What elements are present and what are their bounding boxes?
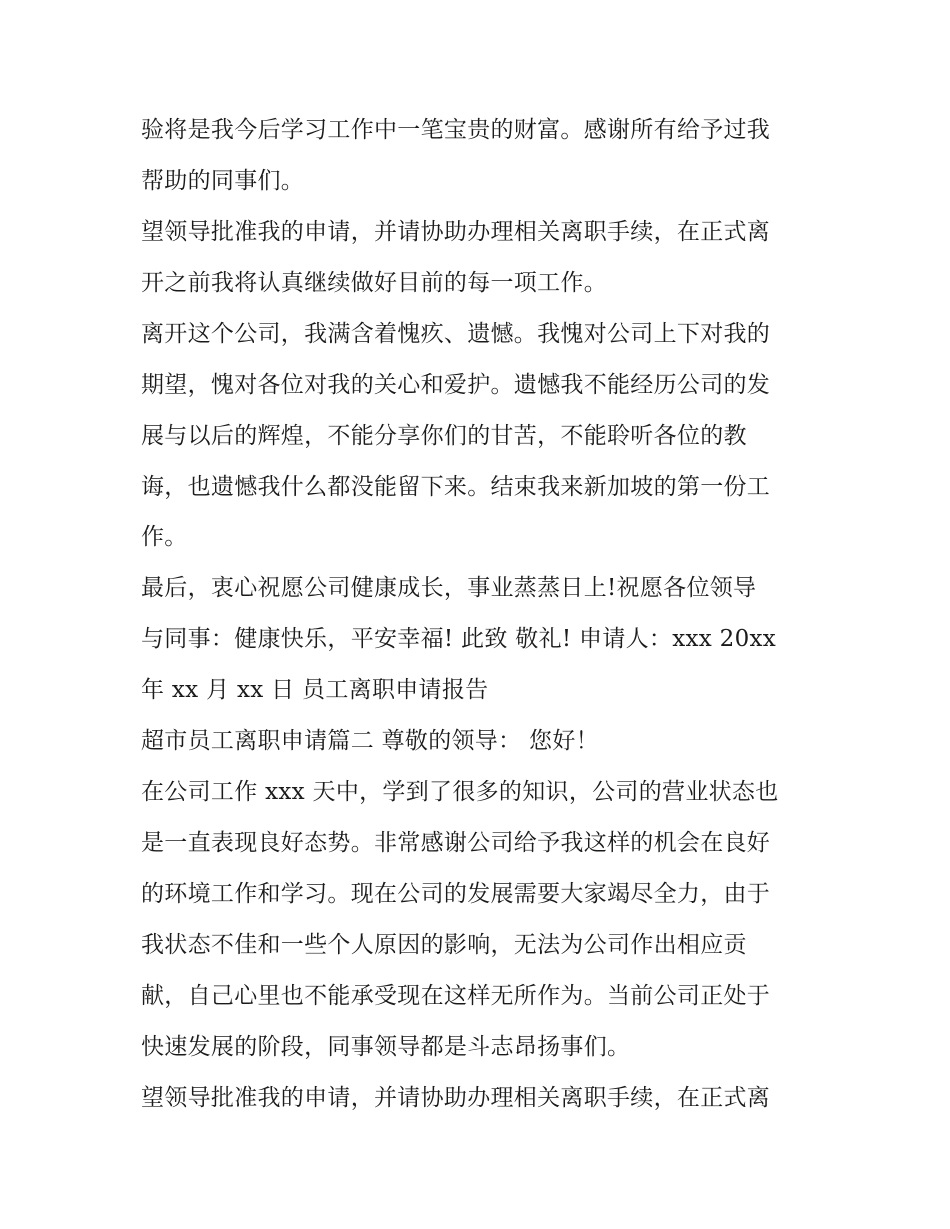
text-line: 最后，衷心祝愿公司健康成长，事业蒸蒸日上!祝愿各位领导 (141, 575, 757, 601)
text-line: 作。 (141, 524, 188, 550)
text-line: 望领导批准我的申请，并请协助办理相关离职手续，在正式离 (141, 1085, 771, 1111)
text-line: 的环境工作和学习。现在公司的发展需要大家竭尽全力，由于 (141, 881, 771, 907)
text-line: 帮助的同事们。 (141, 168, 305, 194)
text-line: 期望，愧对各位对我的关心和爱护。遗憾我不能经历公司的发 (141, 372, 771, 398)
text-line: 我状态不佳和一些个人原因的影响，无法为公司作出相应贡 (141, 932, 747, 958)
text-line: 在公司工作 xxx 天中，学到了很多的知识，公司的营业状态也 (141, 779, 779, 805)
text-line: 超市员工离职申请篇二 尊敬的领导： 您好！ (141, 728, 599, 754)
text-line: 验将是我今后学习工作中一笔宝贵的财富。感谢所有给予过我 (141, 117, 771, 143)
text-line: 望领导批准我的申请，并请协助办理相关离职手续，在正式离 (141, 219, 771, 245)
text-line: 离开这个公司，我满含着愧疚、遗憾。我愧对公司上下对我的 (141, 321, 771, 347)
text-line: 诲，也遗憾我什么都没能留下来。结束我来新加坡的第一份工 (141, 474, 771, 500)
text-line: 展与以后的辉煌，不能分享你们的甘苦，不能聆听各位的教 (141, 423, 747, 449)
text-line: 年 xx 月 xx 日 员工离职申请报告 (141, 677, 489, 703)
text-line: 开之前我将认真继续做好目前的每一项工作。 (141, 270, 607, 296)
text-line: 是一直表现良好态势。非常感谢公司给予我这样的机会在良好 (141, 830, 771, 856)
text-line: 快速发展的阶段，同事领导都是斗志昂扬事们。 (141, 1034, 631, 1060)
text-line: 献，自己心里也不能承受现在这样无所作为。当前公司正处于 (141, 983, 771, 1009)
text-line: 与同事：健康快乐，平安幸福! 此致 敬礼! 申请人：xxx 20xx (141, 626, 777, 652)
